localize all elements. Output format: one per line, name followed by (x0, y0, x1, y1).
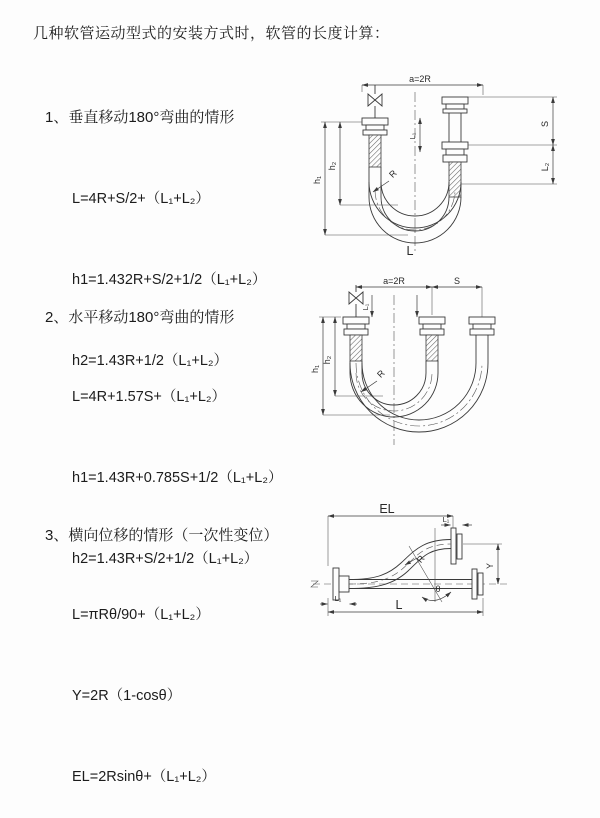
radius-label: R (414, 553, 427, 565)
dim-h1-label: h₁ (310, 364, 320, 374)
dimensions (312, 74, 557, 258)
formula-line: L=4R+S/2+（L₁+L₂） (72, 191, 210, 207)
formula-line: EL=2Rsinθ+（L₁+L₂） (72, 769, 216, 785)
diagram-lateral-displacement (295, 498, 600, 648)
middle-fitting (419, 317, 445, 335)
formula-line: h1=1.43R+0.785S+1/2（L₁+L₂） (72, 470, 283, 486)
dim-el-label: EL (379, 502, 395, 516)
formula-line: L=4R+1.57S+（L₁+L₂） (72, 389, 227, 405)
dim-s-label: S (453, 276, 461, 286)
angle-label: θ (435, 584, 441, 594)
braided-hose-section (449, 162, 461, 197)
s-curve-hose (349, 540, 451, 589)
left-fitting (343, 317, 369, 335)
dim-h2-label: h₂ (327, 161, 337, 171)
dim-h2-label: h₂ (322, 355, 332, 365)
right-fitting (469, 317, 495, 335)
page-title: 几种软管运动型式的安装方式时，软管的长度计算： (33, 25, 390, 42)
dim-l2-label: L₂ (540, 162, 550, 172)
dim-s-label: S (540, 120, 550, 128)
right-flange-original (472, 569, 483, 599)
section-1-heading: 1、垂直移动180°弯曲的情形 (45, 109, 235, 126)
dim-h1-label: h₁ (312, 175, 322, 185)
formula-line: L=πRθ/90+（L₁+L₂） (72, 607, 210, 623)
dim-l1-label: L₁ (361, 303, 370, 311)
formula-line: h2=1.43R+S/2+1/2（L₁+L₂） (72, 551, 259, 567)
radius-label: R (375, 368, 387, 380)
valve-icon (368, 85, 382, 118)
dim-y-label: Y (485, 562, 495, 570)
braided-hose-section (350, 335, 362, 361)
formula-line: Y=2R（1-cosθ） (72, 688, 182, 704)
left-fitting (362, 118, 388, 135)
diagram-vertical-180-bend (298, 72, 590, 267)
formula-line: h2=1.43R+1/2（L₁+L₂） (72, 353, 229, 369)
dim-a-label: a=2R (409, 74, 431, 84)
formula-line: h1=1.432R+S/2+1/2（L₁+L₂） (72, 272, 267, 288)
right-fitting-lower (442, 142, 468, 162)
section-2-heading: 2、水平移动180°弯曲的情形 (45, 309, 235, 326)
right-fitting-upper (442, 97, 468, 113)
diagram-horizontal-180-bend (295, 273, 600, 475)
dim-l1-label: L₁ (408, 132, 417, 140)
dim-l-label: L (395, 598, 403, 612)
dim-l1-left-label: L₁ (334, 594, 342, 603)
dim-a-label: a=2R (383, 276, 405, 286)
hose-assembly (362, 85, 468, 254)
section-3-heading: 3、横向位移的情形（一次性变位） (45, 527, 279, 544)
braided-hose-section (369, 135, 381, 167)
radius-label: R (387, 168, 399, 180)
section-3-formulas (72, 548, 216, 818)
u-bend-arcs (350, 363, 488, 432)
dimensions (310, 276, 482, 415)
dim-l1-top-label: L₁ (442, 515, 450, 524)
braided-hose-section (426, 335, 438, 361)
length-label: L (406, 244, 414, 258)
hose-assembly (311, 528, 510, 602)
right-flange-displaced (451, 528, 462, 564)
